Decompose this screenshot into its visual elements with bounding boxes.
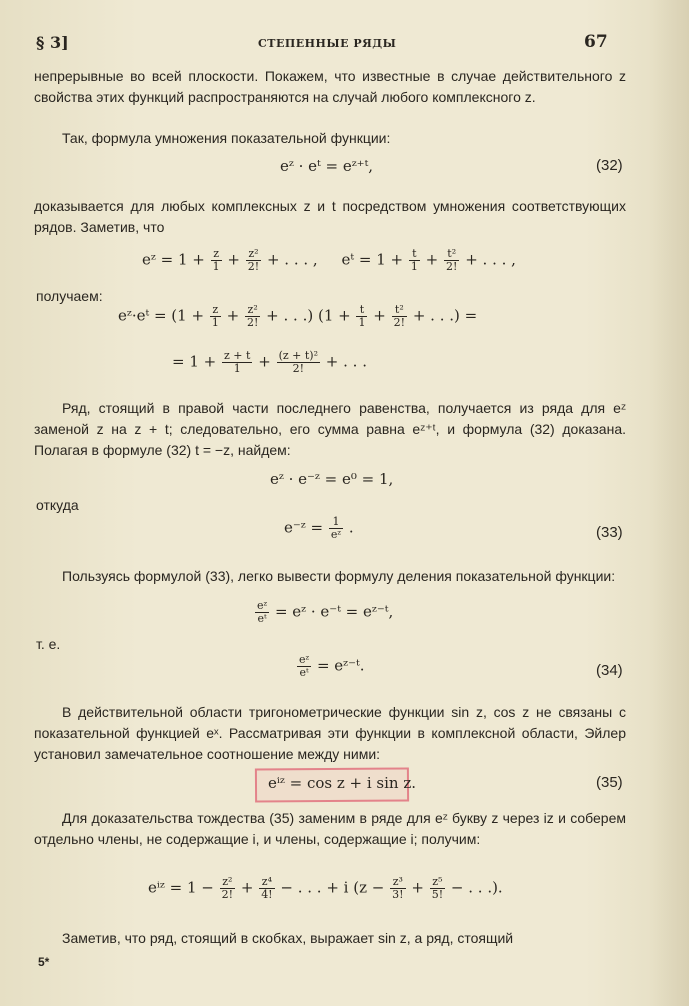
equation-35: eⁱᶻ = cos z + i sin z. [268, 774, 417, 792]
paragraph-4: Ряд, стоящий в правой части последнего равенства, получается из ряда для eᶻ заменой z на z + t; следовательно, его сумма равна eᶻ⁺ᵗ, и формула (32) доказана. Полагая в формуле (32) t = −z, найдем: [34, 400, 626, 458]
fraction: $\frac{z}{1}$ [212, 247, 220, 273]
fraction: $\frac{\text{eᶻ}}{\text{eᵗ}}$ [299, 653, 310, 679]
paragraph-7: Для доказательства тождества (35) заменим в ряде для eᶻ букву z через iz и соберем отдельно члены, не содержащие i, и члены, содержащие i; получим: [34, 810, 626, 847]
fraction: $\frac{\text{z⁵}}{5!}$ [431, 875, 444, 901]
equation-euler-series: eⁱᶻ = 1 − $\frac{\text{z²}}{2!}$ + $\frac{\text{z⁴}}{4!}$ − . . . + i (z − $\frac{\text{z³}}{3!}$ + $\frac{\text{z⁵}}{5!}$ − . . .). [148, 875, 503, 901]
label-we-get: получаем: [36, 288, 103, 304]
fraction: $\frac{\text{t²}}{2!}$ [393, 303, 406, 329]
fraction: $\frac{1}{\text{eᶻ}}$ [330, 515, 342, 541]
equation-product: eᶻ·eᵗ = (1 + $\frac{z}{1}$ + $\frac{\text{z²}}{2!}$ + . . .) (1 + $\frac{t}{1}$ + $\frac{\text{t²}}{2!}$ + . . .) = [118, 303, 478, 329]
equation-34: $\frac{\text{eᶻ}}{\text{eᵗ}}$ = eᶻ⁻ᵗ. [299, 653, 365, 679]
paragraph-8: Заметив, что ряд, стоящий в скобках, выражает sin z, а ряд, стоящий [62, 930, 514, 946]
fraction: $\frac{\text{t²}}{2!}$ [446, 247, 458, 273]
fraction: $\frac{\text{z²}}{2!}$ [221, 875, 234, 901]
page-number: 67 [584, 32, 608, 52]
fraction: $\frac{\text{z²}}{2!}$ [247, 247, 260, 273]
fraction: $\frac{\text{(z + t)²}}{2!}$ [278, 349, 318, 375]
equation-sum: = 1 + $\frac{z + t}{1}$ + $\frac{\text{(z + t)²}}{2!}$ + . . . [172, 349, 367, 375]
equation-number-35: (35) [596, 774, 623, 791]
fraction: $\frac{\text{z²}}{2!}$ [246, 303, 259, 329]
fraction: $\frac{\text{z⁴}}{4!}$ [261, 875, 273, 901]
paragraph-6: В действительной области тригонометрические функции sin z, cos z не связаны с показательной функцией eˣ. Рассматривая эти функции в комплексной области, Эйлер установил замечательное соотношение между ними: [34, 704, 626, 762]
equation-33: e⁻ᶻ = $\frac{1}{\text{eᶻ}}$ . [284, 515, 354, 541]
fraction: $\frac{\text{z³}}{3!}$ [392, 875, 404, 901]
fraction: $\frac{z}{1}$ [211, 303, 219, 329]
equation-number-33: (33) [596, 524, 623, 541]
paragraph-3: доказывается для любых комплексных z и t посредством умножения соответствующих рядов. Заметив, что [34, 198, 626, 235]
equation-e0: eᶻ · e⁻ᶻ = e⁰ = 1, [270, 470, 394, 488]
signature-mark: 5* [38, 955, 50, 969]
paragraph-1: непрерывные во всей плоскости. Покажем, что известные в случае действительного z свойства этих функций распространяются на случай любого комплексного z. [34, 68, 626, 105]
equation-series: eᶻ = 1 + $\frac{z}{1}$ + $\frac{\text{z²}}{2!}$ + . . . , eᵗ = 1 + $\frac{t}{1}$ + $\frac{\text{t²}}{2!}$ + . . . , [142, 247, 516, 273]
fraction: $\frac{t}{1}$ [358, 303, 366, 329]
fraction: $\frac{\text{eᶻ}}{\text{eᵗ}}$ [257, 599, 268, 625]
fraction: $\frac{t}{1}$ [410, 247, 418, 273]
label-that-is: т. е. [36, 636, 61, 652]
page-edge-shadow [649, 0, 689, 1006]
paragraph-2: Так, формула умножения показательной функции: [62, 130, 391, 146]
fraction: $\frac{z + t}{1}$ [224, 349, 251, 375]
label-whence: откуда [36, 497, 79, 513]
equation-32: eᶻ · eᵗ = eᶻ⁺ᵗ, [280, 157, 374, 175]
section-marker: § 3] [36, 33, 69, 52]
running-title: СТЕПЕННЫЕ РЯДЫ [258, 37, 397, 50]
equation-number-32: (32) [596, 157, 623, 174]
equation-number-34: (34) [596, 662, 623, 679]
paragraph-5: Пользуясь формулой (33), легко вывести формулу деления показательной функции: [62, 568, 616, 584]
equation-division: $\frac{\text{eᶻ}}{\text{eᵗ}}$ = eᶻ · e⁻ᵗ = eᶻ⁻ᵗ, [257, 599, 394, 625]
